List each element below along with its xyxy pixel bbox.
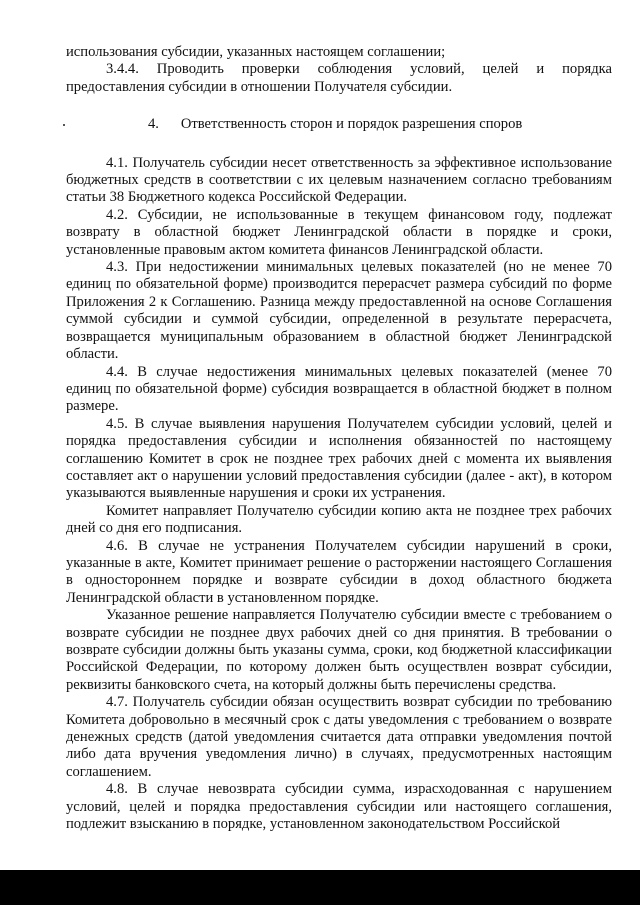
clause-4-7: 4.7. Получатель субсидии обязан осуществить возврат субсидии по требованию Комитета добровольно в месячный срок с даты уведомления с требованием о возврате денежных средств (датой уведомления считается дата отправки уведомления почтой либо дата вручения уведомления лично) в случаях, предусмотренных настоящим соглашением. bbox=[66, 694, 612, 780]
clause-3-4-4: 3.4.4. Проводить проверки соблюдения условий, целей и порядка предоставления субсидии в отношении Получателя субсидии. bbox=[66, 61, 612, 95]
clause-4-3: 4.3. При недостижении минимальных целевых показателей (но не менее 70 единиц по обязательной форме) производится перерасчет размера субсидий по форме Приложения 2 к Соглашению. Разница между предоставленной на основе Соглашения суммой субсидии и суммой субсидии, определенной в результате перерасчета, возвращается муниципальным образованием в областной бюджет Ленинградской области. bbox=[66, 259, 612, 363]
clause-4-6-continuation: Указанное решение направляется Получателю субсидии вместе с требованием о возврате субсидии не позднее двух рабочих дней со дня принятия. В требовании о возврате субсидии должны быть указаны сумма, сроки, код бюджетной классификации Российской Федерации, по которому должен быть осуществлен возврат субсидии, реквизиты банковского счета, на который должны быть перечислены средства. bbox=[66, 607, 612, 693]
section-heading: 4. Ответственность сторон и порядок разрешения споров bbox=[148, 116, 523, 133]
clause-4-2: 4.2. Субсидии, не использованные в текущем финансовом году, подлежат возврату в областной бюджет Ленинградской области в порядке и сроки, установленные правовым актом комитета финансов Ленинградской области. bbox=[66, 206, 612, 258]
text-line-continuation: использования субсидии, указанных настоящем соглашении; bbox=[66, 44, 446, 60]
clause-4-1: 4.1. Получатель субсидии несет ответственность за эффективное использование бюджетных средств в соответствии с их целевым назначением согласно требованиям статьи 38 Бюджетного кодекса Российской Федерации. bbox=[66, 154, 612, 206]
clause-4-5-continuation: Комитет направляет Получателю субсидии копию акта не позднее трех рабочих дней со дня его подписания. bbox=[66, 502, 612, 537]
clause-4-8: 4.8. В случае невозврата субсидии сумма, израсходованная с нарушением условий, целей и порядка предоставления субсидии или настоящего соглашения, подлежит взысканию в порядке, установленном законодательством Российской bbox=[66, 781, 612, 833]
clause-4-5: 4.5. В случае выявления нарушения Получателем субсидии условий, целей и порядка предоставления субсидии и исполнения обязанностей по настоящему соглашению Комитет в срок не позднее трех рабочих дней с момента их выявления составляет акт о нарушении условий предоставления субсидии (далее - акт), в котором указываются выявленные нарушения и сроки их устранения. bbox=[66, 415, 612, 502]
scan-speck bbox=[63, 124, 65, 126]
document-body bbox=[66, 44, 612, 833]
clause-4-6: 4.6. В случае не устранения Получателем субсидии нарушений в сроки, указанные в акте, Комитет принимает решение о расторжении настоящего Соглашения в одностороннем порядке и возврате субсидии в доход областного бюджета Ленинградской области в установленном порядке. bbox=[66, 537, 612, 606]
scan-border-bar bbox=[0, 870, 640, 905]
clause-4-4: 4.4. В случае недостижения минимальных целевых показателей (менее 70 единиц по обязательной форме) субсидия возвращается в областной бюджет в полном размере. bbox=[66, 363, 612, 415]
